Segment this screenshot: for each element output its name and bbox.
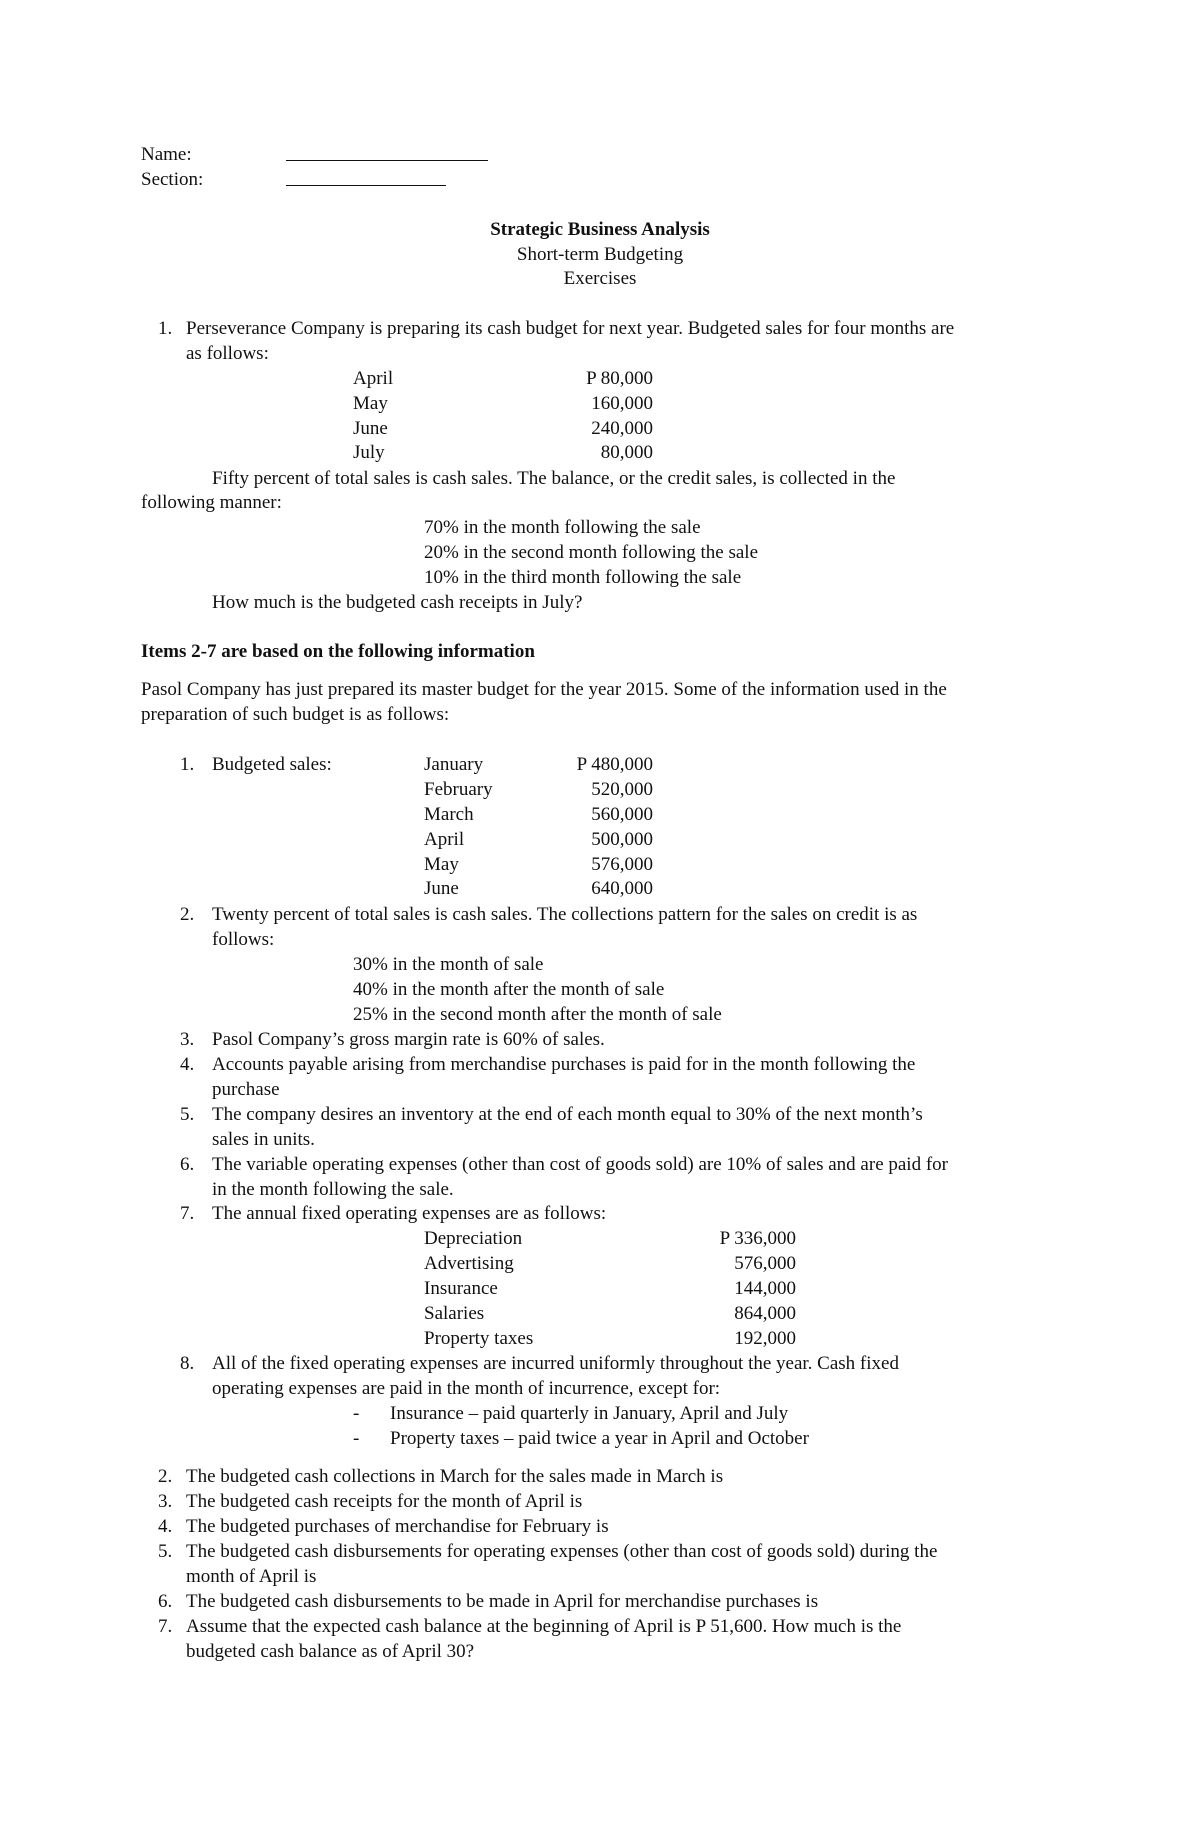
q1-paragraph-line2: following manner: (141, 492, 282, 513)
question-text-cont: month of April is (186, 1566, 317, 1587)
info-6-line2: in the month following the sale. (212, 1179, 454, 1200)
budget-month: February (424, 779, 493, 800)
name-blank-line (286, 160, 488, 161)
question-number: 5. (158, 1541, 173, 1562)
items-heading: Items 2-7 are based on the following information (141, 641, 535, 662)
section-blank-line (286, 185, 446, 186)
question-number: 6. (158, 1591, 173, 1612)
dash-bullet: - (353, 1403, 360, 1424)
budget-month: March (424, 804, 474, 825)
question-text: The budgeted cash disbursements for operating expenses (other than cost of goods sold) during the (186, 1541, 938, 1562)
budget-month: June (424, 878, 459, 899)
q1-paragraph-line1: Fifty percent of total sales is cash sales. The balance, or the credit sales, is collected in the (212, 468, 896, 489)
question-number: 7. (158, 1616, 173, 1637)
info-4-number: 4. (180, 1054, 195, 1075)
question-number: 2. (158, 1466, 173, 1487)
question-text: The budgeted cash receipts for the month of April is (186, 1491, 583, 1512)
q1-number: 1. (158, 318, 173, 339)
budget-amount: 520,000 (591, 779, 653, 800)
question-text: The budgeted cash disbursements to be made in April for merchandise purchases is (186, 1591, 819, 1612)
doc-title: Strategic Business Analysis (490, 219, 710, 240)
info-8-number: 8. (180, 1353, 195, 1374)
q1-sales-month: July (353, 442, 385, 463)
info-5-line1: The company desires an inventory at the end of each month equal to 30% of the next month’s (212, 1104, 923, 1125)
q1-sales-month: April (353, 368, 394, 389)
question-number: 3. (158, 1491, 173, 1512)
intro-line2: preparation of such budget is as follows: (141, 704, 450, 725)
exception-insurance: Insurance – paid quarterly in January, April and July (390, 1403, 789, 1424)
q1-question: How much is the budgeted cash receipts in July? (212, 592, 583, 613)
info-6-line1: The variable operating expenses (other than cost of goods sold) are 10% of sales and are paid for (212, 1154, 948, 1175)
budget-amount: 560,000 (591, 804, 653, 825)
budget-amount: 500,000 (591, 829, 653, 850)
q1-text-line1: Perseverance Company is preparing its cash budget for next year. Budgeted sales for four months are (186, 318, 955, 339)
budget-month: April (424, 829, 465, 850)
question-text: The budgeted purchases of merchandise for February is (186, 1516, 609, 1537)
intro-line1: Pasol Company has just prepared its master budget for the year 2015. Some of the information used in the (141, 679, 947, 700)
q1-sales-amount: P 80,000 (586, 368, 653, 389)
q1-sales-amount: 160,000 (591, 393, 653, 414)
budgeted-sales-label: Budgeted sales: (212, 754, 332, 775)
info-3-number: 3. (180, 1029, 195, 1050)
q1-sales-amount: 240,000 (591, 418, 653, 439)
info-2-number: 2. (180, 904, 195, 925)
info-7-number: 7. (180, 1203, 195, 1224)
section-label: Section: (141, 169, 204, 190)
collection-item: 30% in the month of sale (353, 954, 544, 975)
name-label: Name: (141, 144, 192, 165)
doc-subtitle-2: Exercises (563, 268, 637, 289)
info-2-line2: follows: (212, 929, 275, 950)
budget-amount: 640,000 (591, 878, 653, 899)
q1-pattern-item: 70% in the month following the sale (424, 517, 701, 538)
q1-sales-amount: 80,000 (600, 442, 653, 463)
budget-month: January (424, 754, 484, 775)
fixed-expense-amount: 864,000 (734, 1303, 796, 1324)
fixed-expense-amount: 144,000 (734, 1278, 796, 1299)
info-4-line2: purchase (212, 1079, 280, 1100)
collection-item: 25% in the second month after the month of sale (353, 1004, 722, 1025)
fixed-expense-item: Salaries (424, 1303, 485, 1324)
info-2-line1: Twenty percent of total sales is cash sales. The collections pattern for the sales on credit is as (212, 904, 918, 925)
q1-pattern-item: 10% in the third month following the sale (424, 567, 742, 588)
collection-item: 40% in the month after the month of sale (353, 979, 665, 1000)
fixed-expense-amount: P 336,000 (719, 1228, 796, 1249)
info-8-line2: operating expenses are paid in the month of incurrence, except for: (212, 1378, 721, 1399)
question-text: The budgeted cash collections in March for the sales made in March is (186, 1466, 724, 1487)
info-1-number: 1. (180, 754, 195, 775)
info-5-line2: sales in units. (212, 1129, 315, 1150)
info-6-number: 6. (180, 1154, 195, 1175)
dash-bullet: - (353, 1428, 360, 1449)
info-7-text: The annual fixed operating expenses are as follows: (212, 1203, 607, 1224)
budget-amount: P 480,000 (576, 754, 653, 775)
exception-property-taxes: Property taxes – paid twice a year in April and October (390, 1428, 809, 1449)
question-text: Assume that the expected cash balance at the beginning of April is P 51,600. How much is the (186, 1616, 902, 1637)
info-8-line1: All of the fixed operating expenses are incurred uniformly throughout the year. Cash fixed (212, 1353, 899, 1374)
budget-month: May (424, 854, 459, 875)
q1-text-line2: as follows: (186, 343, 269, 364)
fixed-expense-item: Depreciation (424, 1228, 523, 1249)
q1-sales-month: May (353, 393, 388, 414)
doc-subtitle: Short-term Budgeting (516, 244, 684, 265)
fixed-expense-amount: 192,000 (734, 1328, 796, 1349)
info-4-line1: Accounts payable arising from merchandise purchases is paid for in the month following the (212, 1054, 916, 1075)
info-3-text: Pasol Company’s gross margin rate is 60% of sales. (212, 1029, 605, 1050)
fixed-expense-item: Insurance (424, 1278, 498, 1299)
budget-amount: 576,000 (591, 854, 653, 875)
question-text-cont: budgeted cash balance as of April 30? (186, 1641, 475, 1662)
question-number: 4. (158, 1516, 173, 1537)
fixed-expense-item: Advertising (424, 1253, 514, 1274)
fixed-expense-amount: 576,000 (734, 1253, 796, 1274)
q1-pattern-item: 20% in the second month following the sale (424, 542, 759, 563)
info-5-number: 5. (180, 1104, 195, 1125)
fixed-expense-item: Property taxes (424, 1328, 534, 1349)
q1-sales-month: June (353, 418, 388, 439)
